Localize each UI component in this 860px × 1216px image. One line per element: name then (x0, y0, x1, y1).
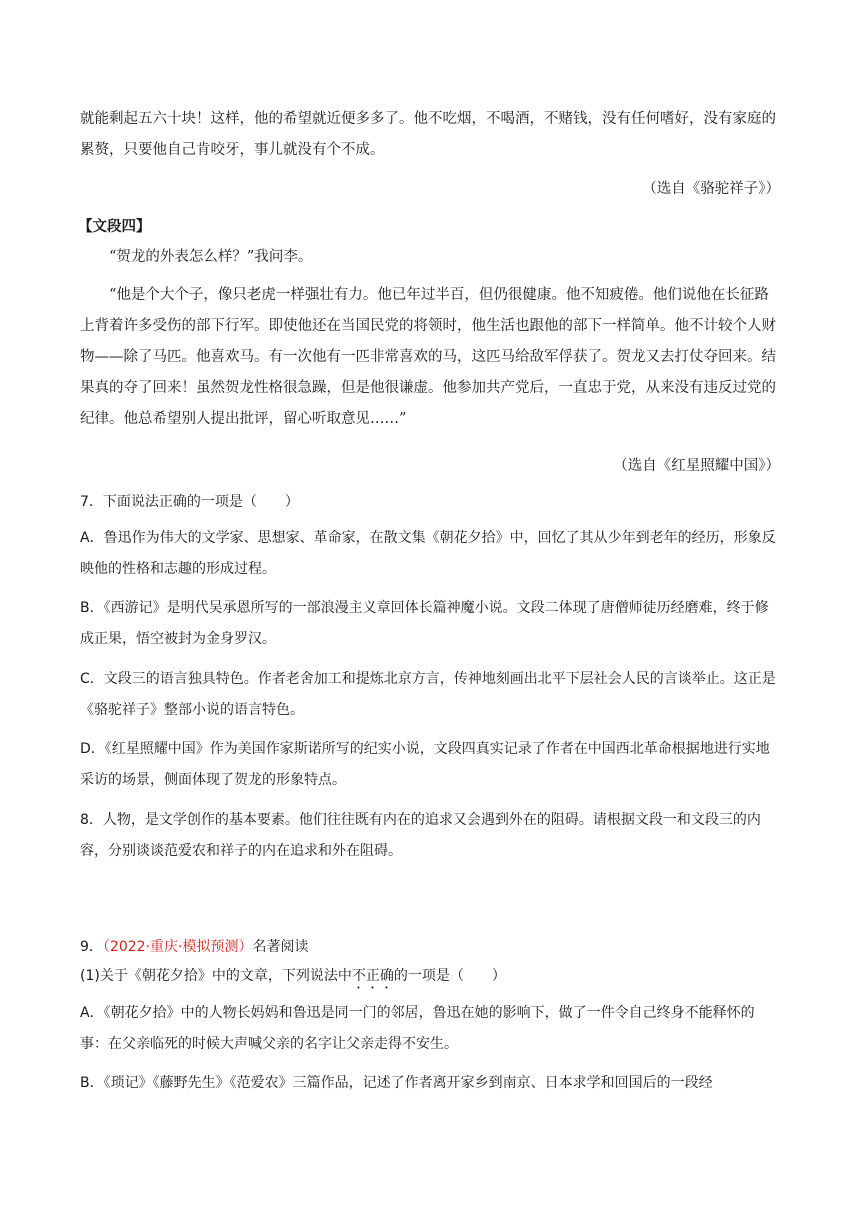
q7-option-b: B．《西游记》是明代吴承恩所写的一部浪漫主义章回体长篇神魔小说。文段二体现了唐僧师徒历经磨难，终于修成正果，悟空被封为金身罗汉。 (80, 600, 769, 647)
passage3-source: （选自《骆驼祥子》） (642, 181, 780, 197)
q9-option-b: B．《琐记》《藤野先生》《范爱农》三篇作品，记述了作者离开家乡到南京、日本求学和回国后的一段经 (80, 1075, 713, 1091)
q9-sub1-post: 的一项是（ ） (393, 968, 506, 984)
q9-number: 9． (80, 939, 103, 955)
q7-stem: 7．下面说法正确的一项是（ ） (80, 494, 299, 510)
q7-option-a: A．鲁迅作为伟大的文学家、思想家、革命家，在散文集《朝花夕拾》中，回忆了其从少年到老年的经历，形象反映他的性格和志趣的形成过程。 (80, 530, 776, 577)
q8-stem: 8．人物，是文学创作的基本要素。他们往往既有内在的追求又会遇到外在的阻碍。请根据文段一和文段三的内容，分别谈谈范爱农和祥子的内在追求和外在阻碍。 (80, 812, 761, 859)
q9-sub1-pre: (1)关于《朝花夕拾》中的文章，下列说法中 (80, 968, 352, 984)
q9-title: 名著阅读 (252, 939, 309, 955)
passage4-para1: “贺龙的外表怎么样？”我问李。 (109, 249, 313, 265)
passage4-source: （选自《红星照耀中国》） (613, 458, 780, 474)
q9-sub1-emphasis: 不正确 (351, 968, 394, 984)
q9-option-a: A．《朝花夕拾》中的人物长妈妈和鲁迅是同一门的邻居，鲁迅在她的影响下，做了一件令自己终身不能释怀的事：在父亲临死的时候大声喊父亲的名字让父亲走得不安生。 (80, 1005, 755, 1052)
passage3-tail: 就能剩起五六十块！这样，他的希望就近便多多了。他不吃烟，不喝酒，不赌钱，没有任何嗜好，没有家庭的累赘，只要他自己肯咬牙，事儿就没有个不成。 (80, 111, 776, 158)
q9-sub1-stem (80, 961, 780, 992)
passage4-para2: “他是个大个子，像只老虎一样强壮有力。他已年过半百，但仍很健康。他不知疲倦。他们说他在长征路上背着许多受伤的部下行军。即使他还在当国民党的将领时，他生活也跟他的部下一样简单。他不计较个人财物——除了马匹。他喜欢马。有一次他有一匹非常喜欢的马，这匹马给敌军俘获了。贺龙又去打仗夺回来。结果真的夺了回来！虽然贺龙性格很急躁，但是他很谦虚。他参加共产党后，一直忠于党，从来没有违反过党的纪律。他总希望别人提出批评，留心听取意见……” (80, 287, 776, 427)
q7-option-d: D．《红星照耀中国》作为美国作家斯诺所写的纪实小说，文段四真实记录了作者在中国西北革命根据地进行实地采访的场景，侧面体现了贺龙的形象特点。 (80, 741, 770, 788)
passage4-heading: 【文段四】 (78, 218, 151, 235)
q9-header (80, 932, 780, 963)
q9-source-tag: （2022·重庆·模拟预测） (102, 939, 253, 955)
q7-option-c: C．文段三的语言独具特色。作者老舍加工和提炼北京方言，传神地刻画出北平下层社会人民的言谈举止。这正是《骆驼祥子》整部小说的语言特色。 (80, 671, 776, 718)
